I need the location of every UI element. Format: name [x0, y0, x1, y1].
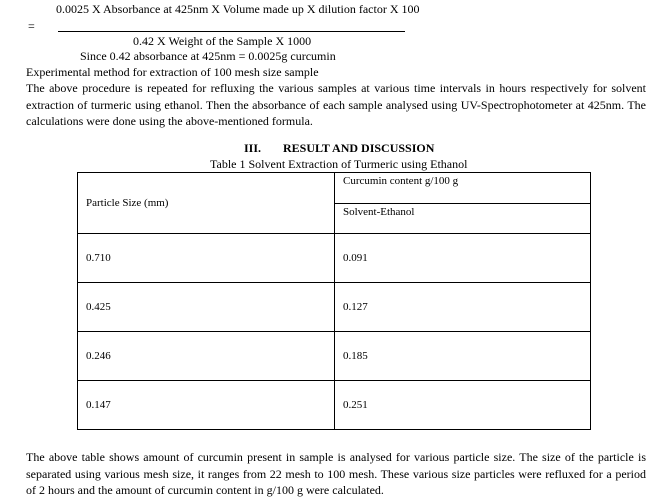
method-heading: Experimental method for extraction of 100 mesh size sample: [26, 65, 319, 79]
section-number: III.: [244, 141, 262, 155]
cell-curcumin-content: 0.251: [335, 381, 591, 430]
col-header-solvent: Solvent-Ethanol: [335, 204, 591, 234]
discussion-paragraph: The above table shows amount of curcumin present in sample is analysed for various particle size. The size of the particle is separated using various mesh size, it ranges from 22 mesh to 100 mesh. These various size particles were refluxed for a period of 2 hours and the amount of curcumin content in g/100 g were calculated.: [26, 450, 646, 497]
formula-denominator: 0.42 X Weight of the Sample X 1000: [133, 34, 312, 48]
table-row: [78, 234, 591, 283]
table-row: [78, 283, 591, 332]
formula-note: Since 0.42 absorbance at 425nm = 0.0025g curcumin: [80, 49, 336, 63]
col-header-particle-size: Particle Size (mm): [78, 173, 335, 234]
method-paragraph: The above procedure is repeated for refluxing the various samples at various time intervals in hours respectively for solvent extraction of turmeric using ethanol. Then the absorbance of each sample analysed using UV-Spectrophotometer at 425nm. The calculations were done using the above-mentioned formula.: [26, 81, 646, 128]
formula-equals-sign: =: [28, 19, 35, 33]
formula-fraction-bar: [58, 31, 405, 32]
col-header-curcumin-content: Curcumin content g/100 g: [335, 173, 591, 204]
table-caption: Table 1 Solvent Extraction of Turmeric using Ethanol: [210, 157, 468, 171]
table-row: [78, 381, 591, 430]
table-row: [78, 332, 591, 381]
cell-curcumin-content: 0.185: [335, 332, 591, 381]
results-table: [77, 172, 591, 430]
section-title: RESULT AND DISCUSSION: [283, 141, 435, 155]
cell-curcumin-content: 0.127: [335, 283, 591, 332]
cell-particle-size: 0.147: [78, 381, 335, 430]
cell-particle-size: 0.425: [78, 283, 335, 332]
cell-particle-size: 0.246: [78, 332, 335, 381]
cell-curcumin-content: 0.091: [335, 234, 591, 283]
formula-numerator: 0.0025 X Absorbance at 425nm X Volume made up X dilution factor X 100: [56, 2, 420, 16]
cell-particle-size: 0.710: [78, 234, 335, 283]
